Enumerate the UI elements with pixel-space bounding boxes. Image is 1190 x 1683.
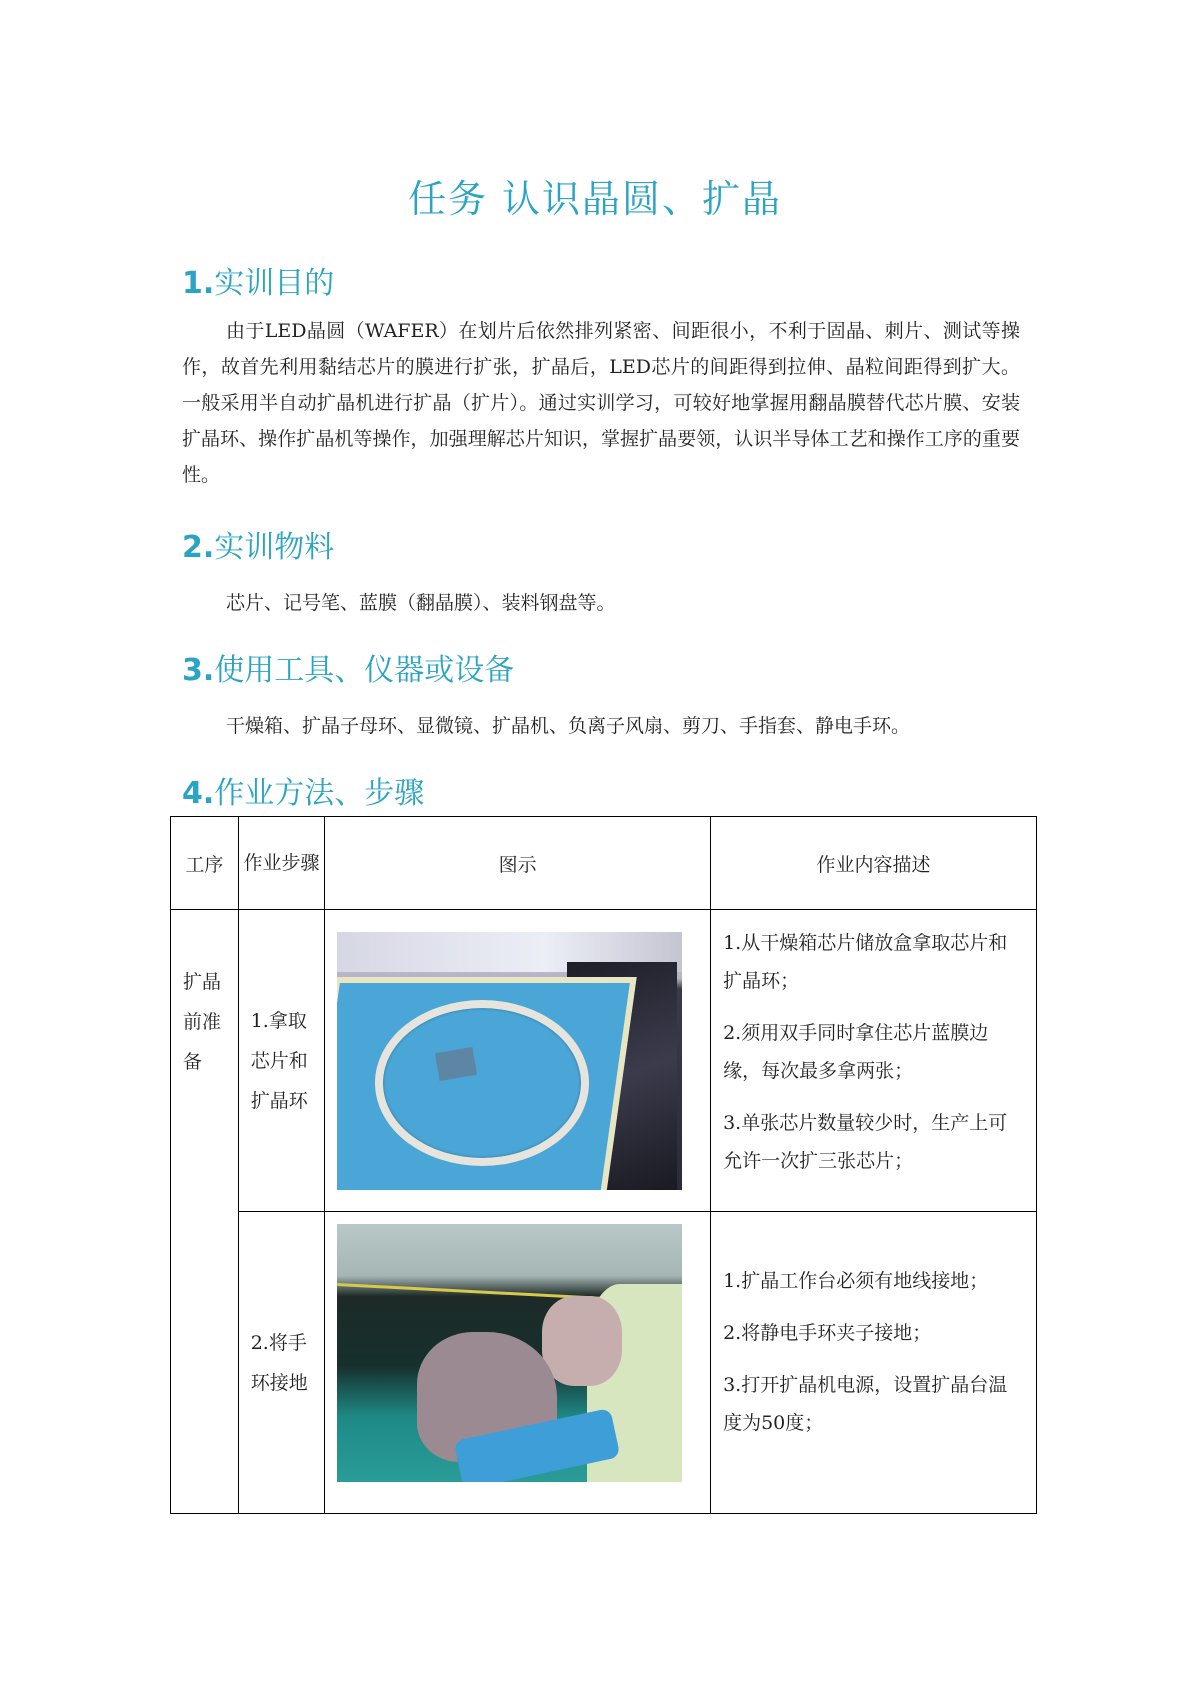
section-title: 使用工具、仪器或设备	[214, 653, 515, 688]
section-number: 4.	[182, 776, 215, 811]
description-line: 1.扩晶工作台必须有地线接地；	[723, 1270, 989, 1292]
section-title: 实训物料	[214, 530, 335, 565]
section-heading-4	[182, 768, 424, 812]
phase-label: 扩晶前准备	[183, 971, 222, 1073]
section-body-objective: 由于LED晶圆（WAFER）在划片后依然排列紧密、间距很小，不利于固晶、刺片、测试等操作，故首先利用黏结芯片的膜进行扩张，扩晶后，LED芯片的间距得到拉伸、晶粒间距得到扩大。一般采用半自动扩晶机进行扩晶（扩片）。通过实训学习，可较好地掌握用翻晶膜替代芯片膜、安装扩晶环、操作扩晶机等操作，加强理解芯片知识，掌握扩晶要领，认识半导体工艺和操作工序的重要性。	[182, 320, 1020, 486]
step-cell: 2.将手环接地	[238, 1212, 325, 1514]
description-cell	[711, 1212, 1037, 1514]
section-body-materials: 芯片、记号笔、蓝膜（翻晶膜）、装料钢盘等。	[226, 592, 616, 614]
table-row	[171, 910, 1037, 1212]
table-header-row	[171, 817, 1037, 910]
section-number: 1.	[182, 266, 215, 301]
table-row	[171, 1212, 1037, 1514]
section-heading-1	[182, 258, 334, 302]
illustration-cell	[325, 910, 711, 1212]
description-line: 3.打开扩晶机电源，设置扩晶台温度为50度；	[723, 1374, 1008, 1434]
section-number: 2.	[182, 530, 215, 565]
page-title: 任务 认识晶圆、扩晶	[407, 177, 783, 221]
illustration-cell	[325, 1212, 711, 1514]
description-cell	[711, 910, 1037, 1212]
header-process: 工序	[171, 817, 239, 910]
photo-hands-grounding-wrist-strap	[337, 1224, 682, 1482]
section-heading-2	[182, 522, 334, 566]
section-heading-3	[182, 645, 514, 689]
section-title: 作业方法、步骤	[214, 776, 425, 811]
header-step: 作业步骤	[238, 817, 325, 910]
section-number: 3.	[182, 653, 215, 688]
photo-chip-film-with-ring	[337, 932, 682, 1190]
header-illustration: 图示	[325, 817, 711, 910]
procedure-table	[170, 816, 1037, 1514]
description-line: 3.单张芯片数量较少时，生产上可允许一次扩三张芯片；	[723, 1112, 1008, 1172]
header-description: 作业内容描述	[711, 817, 1037, 910]
phase-cell	[171, 910, 239, 1514]
step-cell: 1.拿取芯片和扩晶环	[238, 910, 325, 1212]
section-title: 实训目的	[214, 266, 335, 301]
description-line: 1.从干燥箱芯片储放盒拿取芯片和扩晶环；	[723, 932, 1008, 992]
description-line: 2.将静电手环夹子接地；	[723, 1322, 932, 1344]
section-body-tools: 干燥箱、扩晶子母环、显微镜、扩晶机、负离子风扇、剪刀、手指套、静电手环。	[226, 715, 911, 737]
description-line: 2.须用双手同时拿住芯片蓝膜边缘，每次最多拿两张；	[723, 1022, 989, 1082]
